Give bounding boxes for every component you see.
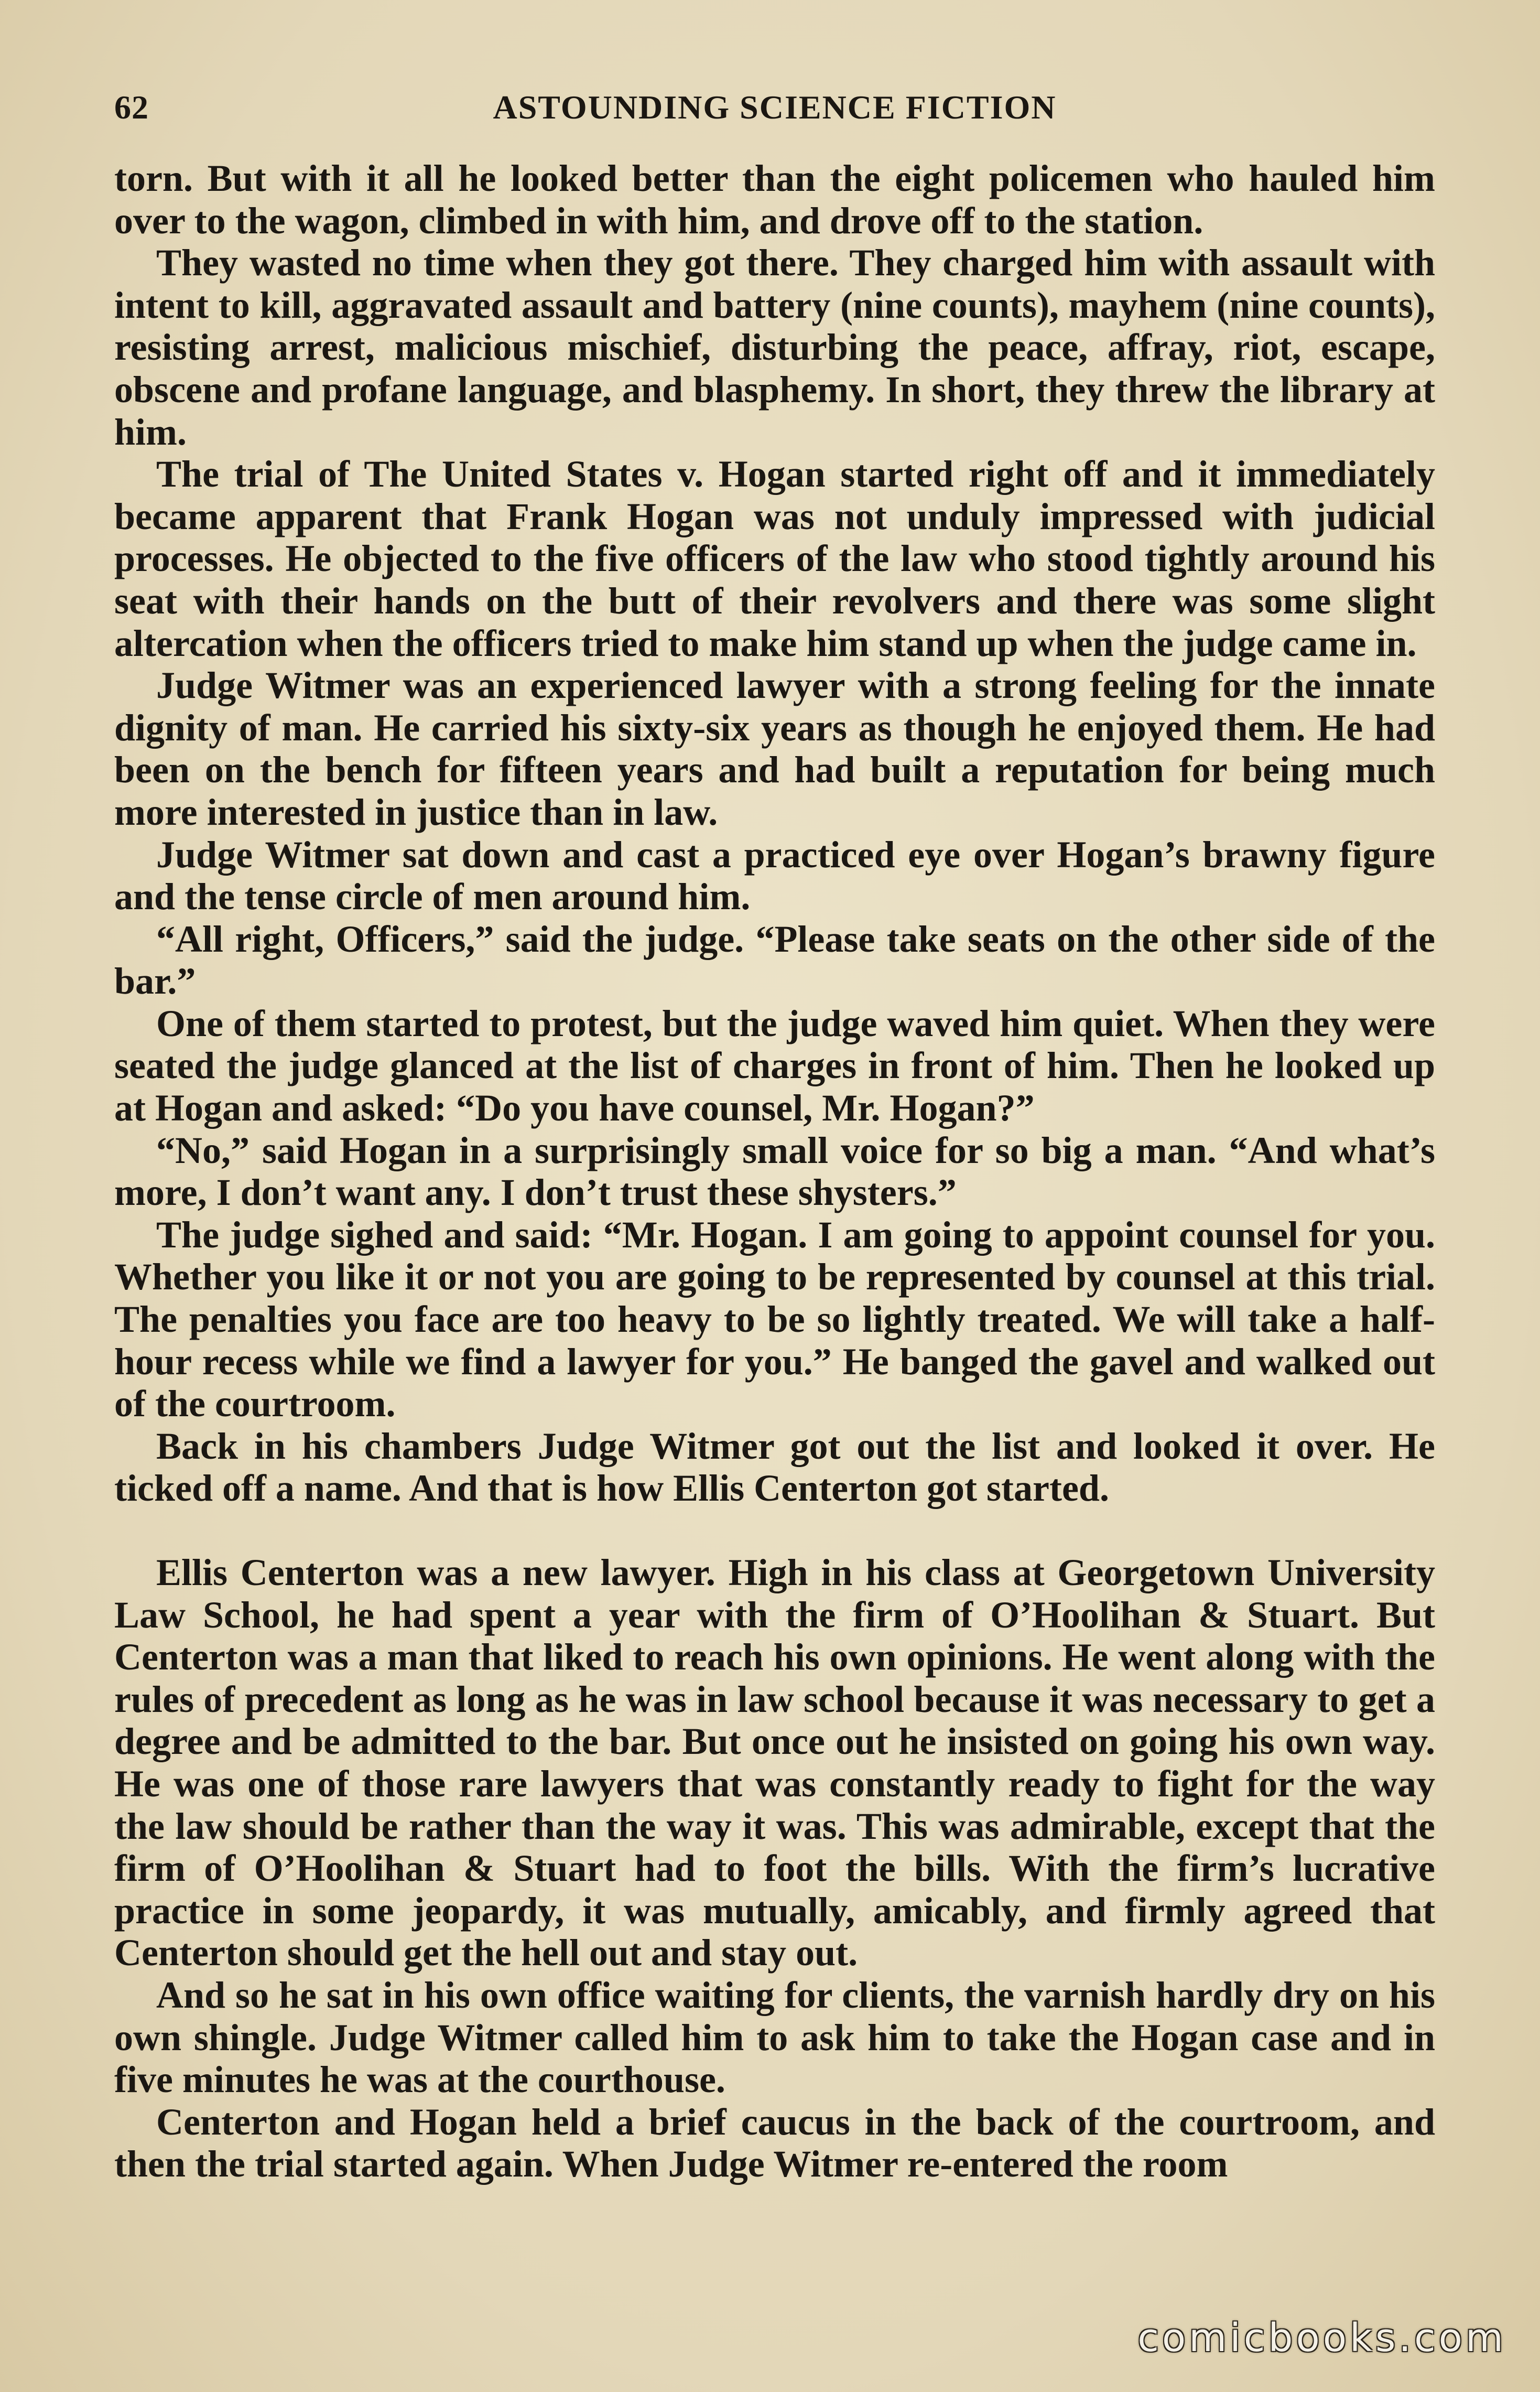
paragraph: Judge Witmer sat down and cast a practiced eye over Hogan’s brawny figure and the tense circle of men around him. <box>114 833 1435 918</box>
paragraph: torn. But with it all he looked better than the eight policemen who hauled him over to the wagon, climbed in with him, and drove off to the station. <box>114 157 1435 242</box>
page-header <box>114 84 1435 142</box>
watermark: comicbooks.com <box>1137 2315 1506 2361</box>
paragraph: “All right, Officers,” said the judge. “Please take seats on the other side of the bar.” <box>114 918 1435 1003</box>
paragraph: Judge Witmer was an experienced lawyer with a strong feeling for the innate dignity of man. He carried his sixty-six years as though he enjoyed them. He had been on the bench for fifteen years and had built a reputation for being much more interested in justice than in law. <box>114 664 1435 833</box>
paragraph: One of them started to protest, but the judge waved him quiet. When they were seated the judge glanced at the list of charges in front of him. Then he looked up at Hogan and asked: “Do you have counsel, Mr. Hogan?” <box>114 1002 1435 1129</box>
paragraph: “No,” said Hogan in a surprisingly small voice for so big a man. “And what’s more, I don’t want any. I don’t trust these shysters.” <box>114 1129 1435 1214</box>
page-number: 62 <box>114 89 149 126</box>
paragraph: And so he sat in his own office waiting for clients, the varnish hardly dry on his own shingle. Judge Witmer called him to ask him to take the Hogan case and in five minutes he was at the courthouse. <box>114 1974 1435 2101</box>
body-text <box>114 157 1435 2307</box>
paragraph: The judge sighed and said: “Mr. Hogan. I am going to appoint counsel for you. Whether you like it or not you are going to be represented by counsel at this trial. The penalties you face are too heavy to be so lightly treated. We will take a half-hour recess while we find a lawyer for you.” He banged the gavel and walked out of the courtroom. <box>114 1213 1435 1425</box>
paragraph: Ellis Centerton was a new lawyer. High in his class at Georgetown University Law School, he had spent a year with the firm of O’Hoolihan & Stuart. But Centerton was a man that liked to reach his own opinions. He went along with the rules of precedent as long as he was in law school because it was necessary to get a degree and be admitted to the bar. But once out he insisted on going his own way. He was one of those rare lawyers that was constantly ready to fight for the way the law should be rather than the way it was. This was admirable, except that the firm of O’Hoolihan & Stuart had to foot the bills. With the firm’s lucrative practice in some jeopardy, it was mutually, amicably, and firmly agreed that Centerton should get the hell out and stay out. <box>114 1551 1435 1974</box>
paragraph: Back in his chambers Judge Witmer got out the list and looked it over. He ticked off a name. And that is how Ellis Centerton got started. <box>114 1425 1435 1510</box>
paragraph: They wasted no time when they got there. They charged him with assault with intent to kill, aggravated assault and battery (nine counts), mayhem (nine counts), resisting arrest, malicious mischief, disturbing the peace, affray, riot, escape, obscene and profane language, and blasphemy. In short, they threw the library at him. <box>114 242 1435 453</box>
paragraph: The trial of The United States v. Hogan started right off and it immediately became apparent that Frank Hogan was not unduly impressed with judicial processes. He objected to the five officers of the law who stood tightly around his seat with their hands on the butt of their revolvers and there was some slight altercation when the officers tried to make him stand up when the judge came in. <box>114 453 1435 664</box>
paragraph: Centerton and Hogan held a brief caucus in the back of the courtroom, and then the trial started again. When Judge Witmer re-entered the room <box>114 2100 1435 2185</box>
running-title: ASTOUNDING SCIENCE FICTION <box>493 89 1057 126</box>
